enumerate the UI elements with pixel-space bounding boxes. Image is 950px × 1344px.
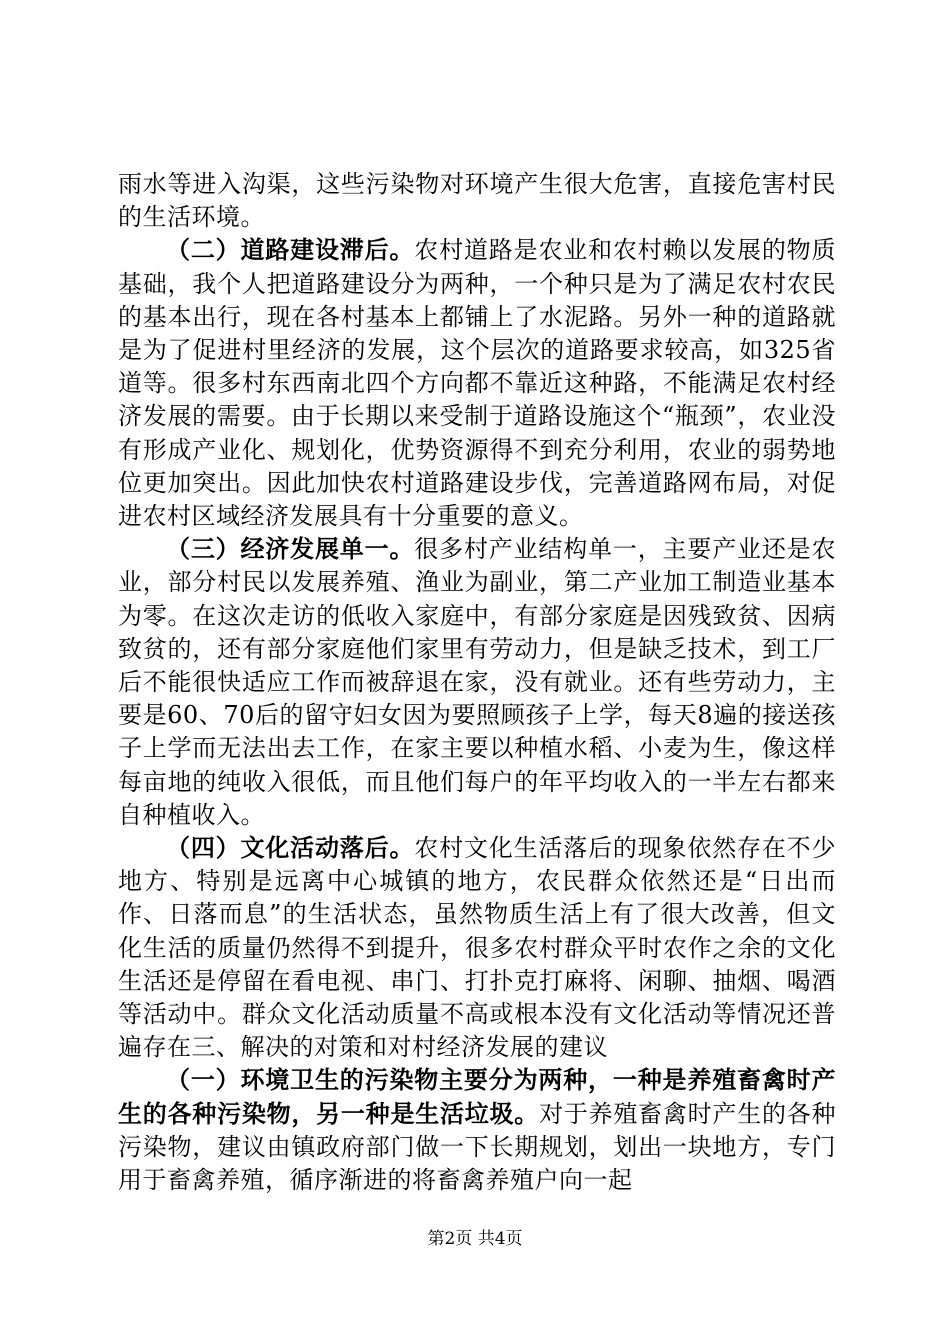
paragraph-environmental-pollutants xyxy=(118,1064,836,1197)
paragraph-text: 很多村产业结构单一，主要产业还是农业，部分村民以发展养殖、渔业为副业，第二产业加工制造业基本为零。在这次走访的低收入家庭中，有部分家庭是因残致贫、因病致贫的，还有部分家庭他们家里有劳动力，但是缺乏技术，到工厂后不能很快适应工作而被辞退在家，没有就业。还有些劳动力，主要是60、70后的留守妇女因为要照顾孩子上学，每天8遍的接送孩子上学而无法出去工作，在家主要以种植水稻、小麦为生，像这样每亩地的纯收入很低，而且他们每户的年平均收入的一半左右都来自种植收入。 xyxy=(118,535,837,829)
paragraph-road-construction xyxy=(118,234,836,533)
section-heading: （一）环境卫生的污染物主要分为两种，一种是养殖畜禽时产生的各种污染物，另一种是生活垃圾。 xyxy=(118,1066,836,1128)
paragraph-continuation xyxy=(118,168,836,234)
section-heading: （三）经济发展单一。 xyxy=(166,535,415,564)
paragraph-text: 农村文化生活落后的现象依然存在不少地方、特别是远离中心城镇的地方，农民群众依然还是“日出而作、日落而息”的生活状态，虽然物质生活上有了很大改善，但文化生活的质量仍然得不到提升，很多农村群众平时农作之余的文化生活还是停留在看电视、串门、打扑克打麻将、闲聊、抽烟、喝酒等活动中。群众文化活动质量不高或根本没有文化活动等情况还普遍存在三、解决的对策和对村经济发展的建议 xyxy=(118,834,837,1062)
section-heading: （四）文化活动落后。 xyxy=(166,834,415,863)
paragraph-cultural-activities xyxy=(118,832,836,1064)
document-body xyxy=(118,168,836,1197)
paragraph-text: 雨水等进入沟渠，这些污染物对环境产生很大危害，直接危害村民的生活环境。 xyxy=(118,170,836,232)
paragraph-economic-development xyxy=(118,533,836,832)
paragraph-text: 农村道路是农业和农村赖以发展的物质基础，我个人把道路建设分为两种，一个种只是为了满足农村农民的基本出行，现在各村基本上都铺上了水泥路。另外一种的道路就是为了促进村里经济的发展，这个层次的道路要求较高，如325省道等。很多村东西南北四个方向都不靠近这种路，不能满足农村经济发展的需要。由于长期以来受制于道路设施这个“瓶颈”，农业没有形成产业化、规划化，优势资源得不到充分利用，农业的弱势地位更加突出。因此加快农村道路建设步伐，完善道路网布局，对促进农村区域经济发展具有十分重要的意义。 xyxy=(118,236,837,531)
paragraph-text: 对于养殖畜禽时产生的各种污染物，建议由镇政府部门做一下长期规划，划出一块地方，专门用于畜禽养殖，循序渐进的将畜禽养殖户向一起 xyxy=(118,1099,837,1195)
section-heading: （二）道路建设滞后。 xyxy=(166,236,415,265)
page-number-footer: 第2页 共4页 xyxy=(427,1229,523,1249)
